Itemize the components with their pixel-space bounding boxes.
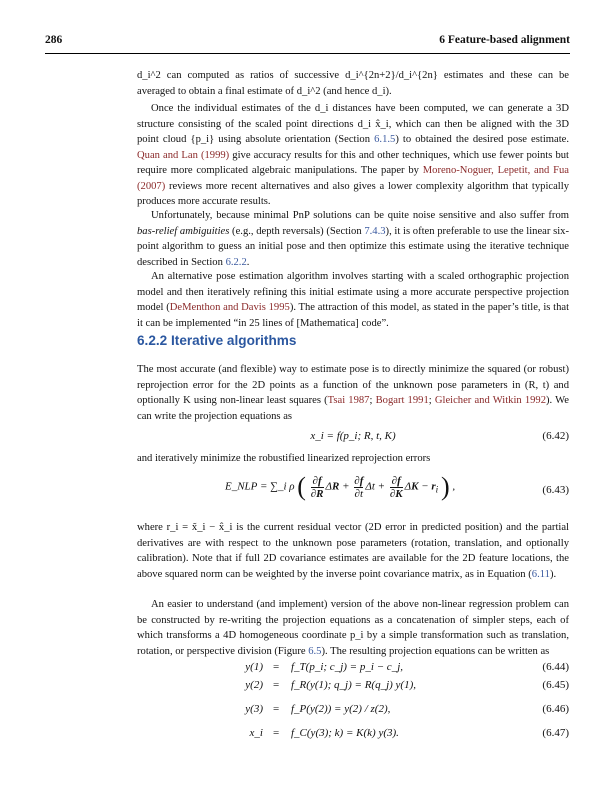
citation-link[interactable]: Moreno-Noguer, Lepetit, and Fua (2007) (137, 165, 569, 192)
paragraph-8: An easier to understand (and implement) version of the above non-linear regression problem can be constructed by re-writing the projection equations as a concatenation of simpler steps, each of which transforms a 4D homogeneous coordinate p_i by a simple transformation such as translation, rotation, or perspective division (Figure 6.5). The resulting projection equations can be written as (137, 599, 569, 657)
paragraph-1: d_i^2 can computed as ratios of successive d_i^{2n+2}/d_i^{2n} estimates and these can be averaged to obtain a final estimate of d_i^2 (and hence d_i). (137, 70, 569, 97)
section-link[interactable]: 6.1.5 (374, 134, 396, 145)
running-header (45, 34, 570, 50)
citation-link[interactable]: Tsai 1987 (327, 395, 370, 406)
chapter-title: 6 Feature-based alignment (439, 34, 570, 46)
page-number: 286 (45, 34, 63, 46)
equation-number: (6.42) (542, 430, 569, 442)
equation-number: (6.45) (542, 679, 569, 691)
citation-link[interactable]: Quan and Lan (1999) (137, 149, 230, 161)
equation-number: (6.44) (542, 661, 569, 673)
equation-lhs: E_NLP = ∑_i ρ (225, 480, 295, 493)
paragraph-7: where r_i = x̃_i − x̂_i is the current residual vector (2D error in predicted position) and the partial derivatives are with respect to the unknown pose parameters (rotation, translation, and optionally calibration). Note that if full 2D covariance estimates are available for the 2D feature locations, the above squared norm can be weighted by the inverse point covariance matrix, as in Equation (6.11). (137, 522, 569, 580)
equation-6-45: y(2) = f_R(y(1); q_j) = R(q_j) y(1), (6.45) (245, 679, 569, 691)
citation-link[interactable]: DeMenthon and Davis 1995 (169, 302, 290, 313)
projection-equations (137, 661, 569, 771)
citation-link[interactable]: Gleicher and Witkin 1992 (434, 395, 547, 406)
equation-number: (6.47) (542, 727, 569, 739)
citation-link[interactable]: Bogart 1991 (375, 395, 429, 406)
header-rule (45, 53, 570, 54)
equation-6-46: y(3) = f_P(y(2)) = y(2) / z(2), (6.46) (245, 703, 569, 715)
paragraph-5: The most accurate (and flexible) way to estimate pose is to directly minimize the squared (or robust) reprojection error for the 2D points as a function of the unknown pose parameters in (R, t) and optionally K using non-linear least squares (Tsai 1987; Bogart 1991; Gleicher and Witkin 1992). We can write the projection equations as (137, 364, 570, 422)
equation-number: (6.46) (542, 703, 569, 715)
paragraph-6: and iteratively minimize the robustified linearized reprojection errors (137, 453, 431, 464)
equation-6-43: E_NLP = ∑_i ρ ( $\frac{\partial f}{\partial R}$ ΔR + $\frac{\partial f}{\partial t}$ Δt + $\frac{\partial f}{\partial K}$ $\Delta K - r_i$ ) , (6.43) (225, 472, 569, 501)
equation-6-42 (137, 430, 569, 446)
equation-link[interactable]: 6.11 (531, 568, 550, 580)
equation-number: (6.43) (542, 484, 569, 496)
section-link[interactable]: 7.4.3 (364, 225, 386, 237)
equation-6-47: x_i = f_C(y(3); k) = K(k) y(3). (6.47) (249, 727, 569, 739)
equation-6-44: y(1) = f_T(p_i; c_j) = p_i − c_j, (6.44) (245, 661, 569, 673)
paragraph-2: Once the individual estimates of the d_i distances have been computed, we can generate a 3D structure consisting of the scaled point directions d_i x̂_i, which can then be aligned with the 3D point cloud {p_i} using absolute orientation (Section 6.1.5) to obtained the desired pose estimate. Quan and Lan (1999) give accuracy results for this and other techniques, which use fewer points but require more complicated algebraic manipulations. The paper by Moreno-Noguer, Lepetit, and Fua (2007) reviews more recent alternatives and also gives a lower complexity algorithm that typically produces more accurate results. (137, 103, 570, 207)
section-link[interactable]: 6.2.2 (225, 256, 247, 268)
paragraph-3: Unfortunately, because minimal PnP solutions can be quite noise sensitive and also suffer from bas-relief ambiguities (e.g., depth reversals) (Section 7.4.3), it is often preferable to use the linear six-point algorithm to guess an initial pose and then optimize this estimate using the iterative technique described in Section 6.2.2. (137, 210, 569, 268)
paragraph-4: An alternative pose estimation algorithm involves starting with a scaled orthographic projection model and then iteratively refining this initial estimate using a more accurate perspective projection model (DeMenthon and Davis 1995). The attraction of this model, as stated in the paper’s title, is that it can be implemented “in 25 lines of [Mathematica] code”. (137, 271, 570, 329)
section-heading: 6.2.2 Iterative algorithms (137, 333, 297, 348)
figure-link[interactable]: 6.5 (308, 645, 322, 657)
equation-body: x_i = f(p_i; R, t, K) (310, 430, 396, 442)
emphasis: bas-relief ambiguities (137, 225, 230, 237)
